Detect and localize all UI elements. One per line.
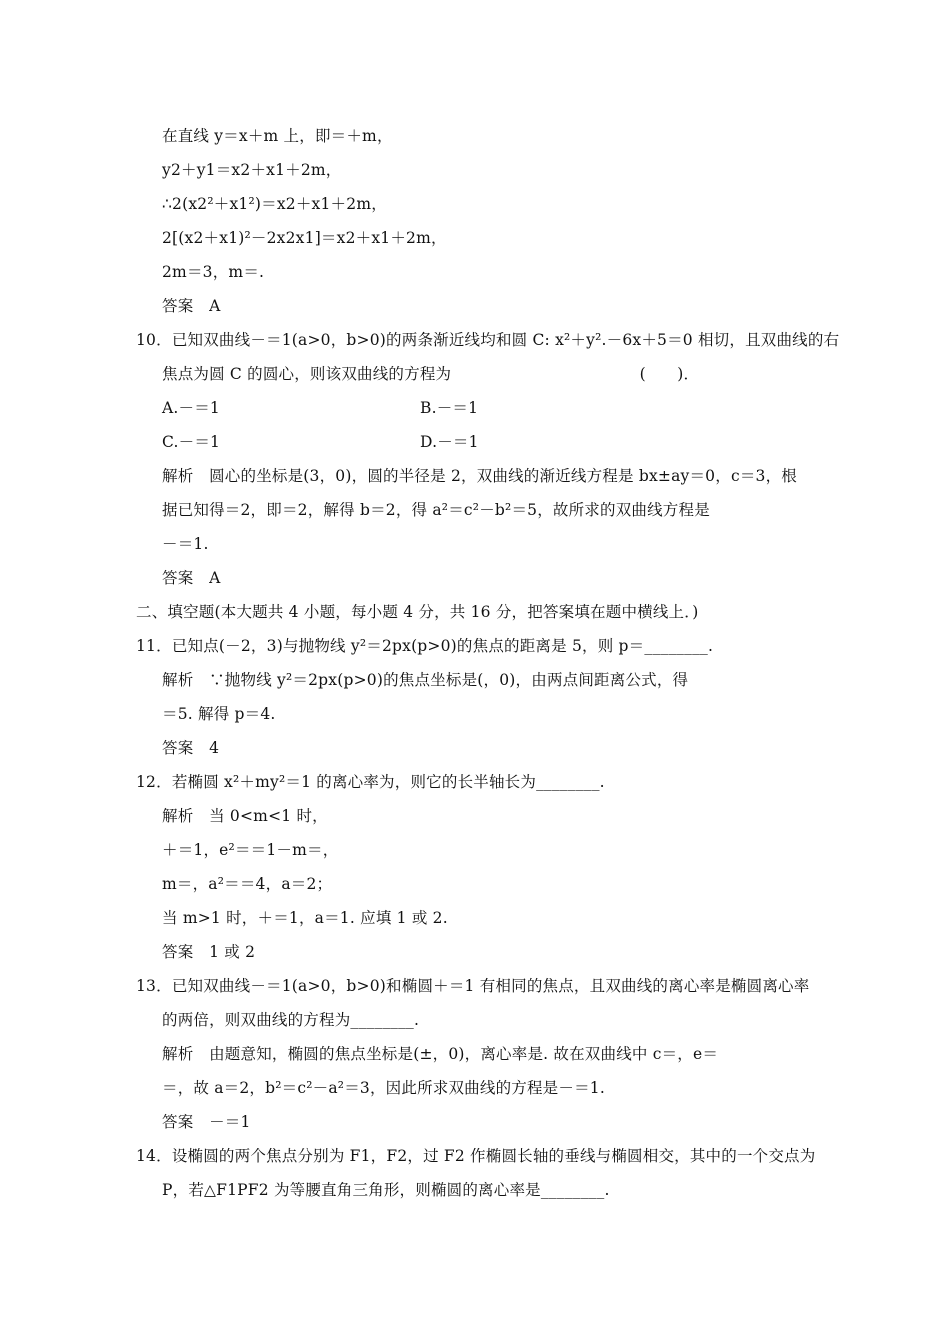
- question-13-cont: 的两倍，则双曲线的方程为________.: [162, 1011, 420, 1029]
- solution-line: 解析 圆心的坐标是(3，0)，圆的半径是 2，双曲线的渐近线方程是 bx±ay＝0，c＝3，根: [162, 467, 797, 485]
- solution-line: 据已知得＝2，即＝2，解得 b＝2，得 a²＝c²－b²＝5，故所求的双曲线方程是: [162, 501, 710, 519]
- option-c: C.－＝1: [162, 433, 221, 451]
- solution-line: ＝5. 解得 p＝4.: [162, 705, 276, 723]
- solution-line: 当 m>1 时，＋＝1，a＝1. 应填 1 或 2.: [162, 909, 448, 927]
- question-14: 14．设椭圆的两个焦点分别为 F1，F2，过 F2 作椭圆长轴的垂线与椭圆相交，其中的一个交点为: [136, 1147, 816, 1165]
- question-13: 13．已知双曲线－＝1(a>0，b>0)和椭圆＋＝1 有相同的焦点，且双曲线的离心率是椭圆离心率: [136, 977, 810, 995]
- solution-line: ＝，故 a＝2，b²＝c²－a²＝3，因此所求双曲线的方程是－＝1.: [162, 1079, 605, 1097]
- solution-line: 解析 当 0<m<1 时，: [162, 807, 328, 825]
- option-d: D.－＝1: [420, 433, 479, 451]
- question-12: 12．若椭圆 x²＋my²＝1 的离心率为，则它的长半轴长为________.: [136, 773, 605, 791]
- answer-line: 答案 A: [162, 569, 221, 587]
- solution-line: ＋＝1，e²＝＝1－m＝，: [162, 841, 339, 859]
- solution-line: 解析 由题意知，椭圆的焦点坐标是(±，0)，离心率是. 故在双曲线中 c＝，e＝: [162, 1045, 719, 1063]
- text-line: 在直线 y＝x＋m 上，即＝＋m，: [162, 127, 393, 145]
- question-14-cont: P，若△F1PF2 为等腰直角三角形，则椭圆的离心率是________.: [162, 1181, 610, 1199]
- text-line: y2＋y1＝x2＋x1＋2m，: [162, 161, 342, 179]
- solution-line: －＝1.: [162, 535, 209, 553]
- solution-line: 解析 ∵抛物线 y²＝2px(p>0)的焦点坐标是(，0)，由两点间距离公式，得: [162, 671, 689, 689]
- question-10-cont: 焦点为圆 C 的圆心，则该双曲线的方程为 ( )．: [162, 365, 700, 383]
- answer-line: 答案 4: [162, 739, 220, 757]
- answer-line: 答案 A: [162, 297, 221, 315]
- question-11: 11．已知点(－2，3)与抛物线 y²＝2px(p>0)的焦点的距离是 5，则 p＝________.: [136, 637, 714, 655]
- answer-line: 答案 －＝1: [162, 1113, 251, 1131]
- option-a: A.－＝1: [162, 399, 220, 417]
- solution-line: m＝，a²＝＝4，a＝2；: [162, 875, 333, 893]
- option-b: B.－＝1: [420, 399, 479, 417]
- section-heading: 二、填空题(本大题共 4 小题，每小题 4 分，共 16 分，把答案填在题中横线上．): [136, 603, 699, 621]
- text-line: ∴2(x2²＋x1²)＝x2＋x1＋2m，: [162, 195, 387, 213]
- text-line: 2[(x2＋x1)²－2x2x1]＝x2＋x1＋2m，: [162, 229, 447, 247]
- question-10: 10．已知双曲线－＝1(a>0，b>0)的两条渐近线均和圆 C: x²＋y².－6x＋5＝0 相切，且双曲线的右: [136, 331, 840, 349]
- text-line: 2m＝3，m＝.: [162, 263, 265, 281]
- answer-line: 答案 1 或 2: [162, 943, 256, 961]
